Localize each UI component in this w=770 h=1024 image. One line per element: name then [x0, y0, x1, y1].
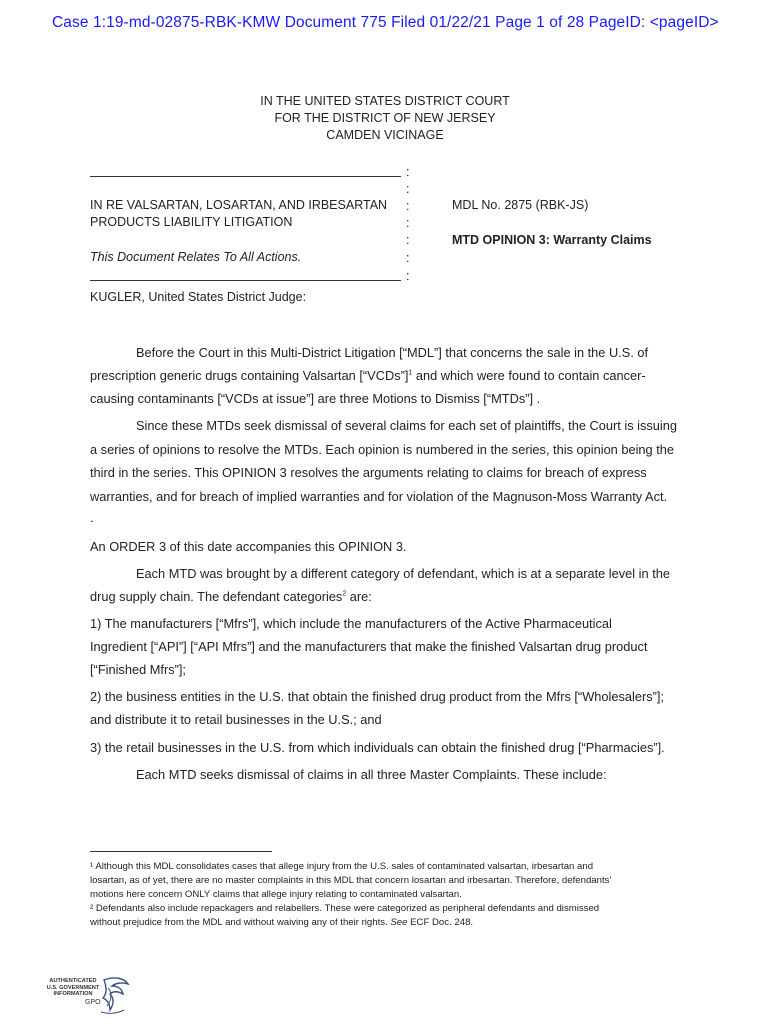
case-header-stamp: Case 1:19-md-02875-RBK-KMW Document 775 Filed 01/22/21 Page 1 of 28 PageID: <pageID>: [52, 14, 719, 31]
item-3-line-1: 3) the retail businesses in the U.S. from which individuals can obtain the finished drug [“Pharmacies”].: [90, 740, 665, 755]
gpo-label: GPO: [85, 999, 101, 1006]
caption-colon: :: [406, 233, 410, 247]
court-name-line-3: CAMDEN VICINAGE: [326, 128, 444, 142]
paragraph-2-line-2: a series of opinions to resolve the MTDs. Each opinion is numbered in the series, this opinion being the: [90, 442, 675, 457]
footnote-separator: [90, 851, 272, 852]
mdl-number: MDL No. 2875 (RBK-JS): [452, 198, 589, 212]
caption-colon: :: [406, 216, 410, 230]
caption-colon: :: [406, 199, 410, 213]
caption-bottom-rule: [90, 280, 401, 281]
judge-line: KUGLER, United States District Judge:: [90, 290, 307, 304]
court-name-line-2: FOR THE DISTRICT OF NEW JERSEY: [274, 111, 496, 125]
case-name-line-2: PRODUCTS LIABILITY LITIGATION: [90, 215, 293, 229]
item-1-line-3: [“Finished Mfrs”];: [90, 662, 186, 677]
paragraph-2-line-4: warranties, and for breach of implied warranties and for violation of the Magnuson-Moss Warranty Act.: [90, 489, 668, 504]
footnote-ref-2: 2: [342, 590, 347, 598]
footnote-1-line-3: motions here concern ONLY claims that allege injury relating to contaminated valsartan.: [90, 889, 462, 900]
opinion-title: MTD OPINION 3: Warranty Claims: [452, 233, 652, 247]
caption-colon: :: [406, 251, 410, 265]
paragraph-3: An ORDER 3 of this date accompanies this OPINION 3.: [90, 539, 407, 554]
court-name-line-1: IN THE UNITED STATES DISTRICT COURT: [260, 94, 510, 108]
item-2-line-1: 2) the business entities in the U.S. that obtain the finished drug product from the Mfrs [“Wholesalers”];: [90, 689, 665, 704]
item-2-line-2: and distribute it to retail businesses in the U.S.; and: [90, 712, 382, 727]
footnote-1-line-2: losartan, as of yet, there are no master complaints in this MDL that concern losartan and irbesartan. Therefore, defendants’: [90, 875, 612, 886]
paragraph-1-line-1: Before the Court in this Multi-District Litigation [“MDL”] that concerns the sale in the U.S. of: [136, 345, 649, 360]
gpo-authentication-logo: [40, 974, 132, 1018]
gpo-text-line-2: U.S. GOVERNMENT: [46, 984, 100, 991]
footnote-2-line-2: without prejudice from the MDL and without waiving any of their rights. See ECF Doc. 248.: [90, 917, 474, 928]
eagle-icon: [98, 974, 132, 1018]
gpo-text-line-3: INFORMATION: [53, 991, 93, 998]
item-1-line-2: Ingredient [“API”] [“API Mfrs”] and the manufacturers that make the finished Valsartan drug product: [90, 639, 648, 654]
paragraph-5: Each MTD seeks dismissal of claims in all three Master Complaints. These include:: [136, 767, 607, 782]
item-1-line-1: 1) The manufacturers [“Mfrs”], which include the manufacturers of the Active Pharmaceutical: [90, 616, 612, 631]
paragraph-2-line-5: .: [90, 510, 94, 525]
paragraph-4-line-1: Each MTD was brought by a different category of defendant, which is at a separate level in the: [136, 566, 670, 581]
footnote-ref-1: 1: [408, 369, 413, 377]
caption-top-rule: [90, 176, 401, 177]
gpo-text-line-1: AUTHENTICATED: [49, 978, 97, 984]
paragraph-1-line-3: causing contaminants [“VCDs at issue”] are three Motions to Dismiss [“MTDs”] .: [90, 391, 541, 406]
paragraph-4-line-2: drug supply chain. The defendant categories$^2$ are:: [90, 589, 372, 604]
paragraph-2-line-1: Since these MTDs seek dismissal of several claims for each set of plaintiffs, the Court is issuing: [136, 418, 678, 433]
relates-to-line: This Document Relates To All Actions.: [90, 250, 302, 264]
paragraph-1-line-2: prescription generic drugs containing Valsartan [“VCDs”]$^1$ and which were found to contain cancer-: [90, 368, 646, 383]
paragraph-2-line-3: third in the series. This OPINION 3 resolves the arguments relating to claims for breach of express: [90, 465, 647, 480]
caption-colon: :: [406, 165, 410, 179]
caption-colon: :: [406, 182, 410, 196]
footnote-2-line-1: ² Defendants also include repackagers and relabellers. These were categorized as peripheral defendants and dismissed: [90, 903, 600, 914]
footnote-1-line-1: ¹ Although this MDL consolidates cases that allege injury from the U.S. sales of contaminated valsartan, irbesartan and: [90, 861, 594, 872]
caption-colon: :: [406, 269, 410, 283]
case-name-line-1: IN RE VALSARTAN, LOSARTAN, AND IRBESARTAN: [90, 198, 388, 212]
